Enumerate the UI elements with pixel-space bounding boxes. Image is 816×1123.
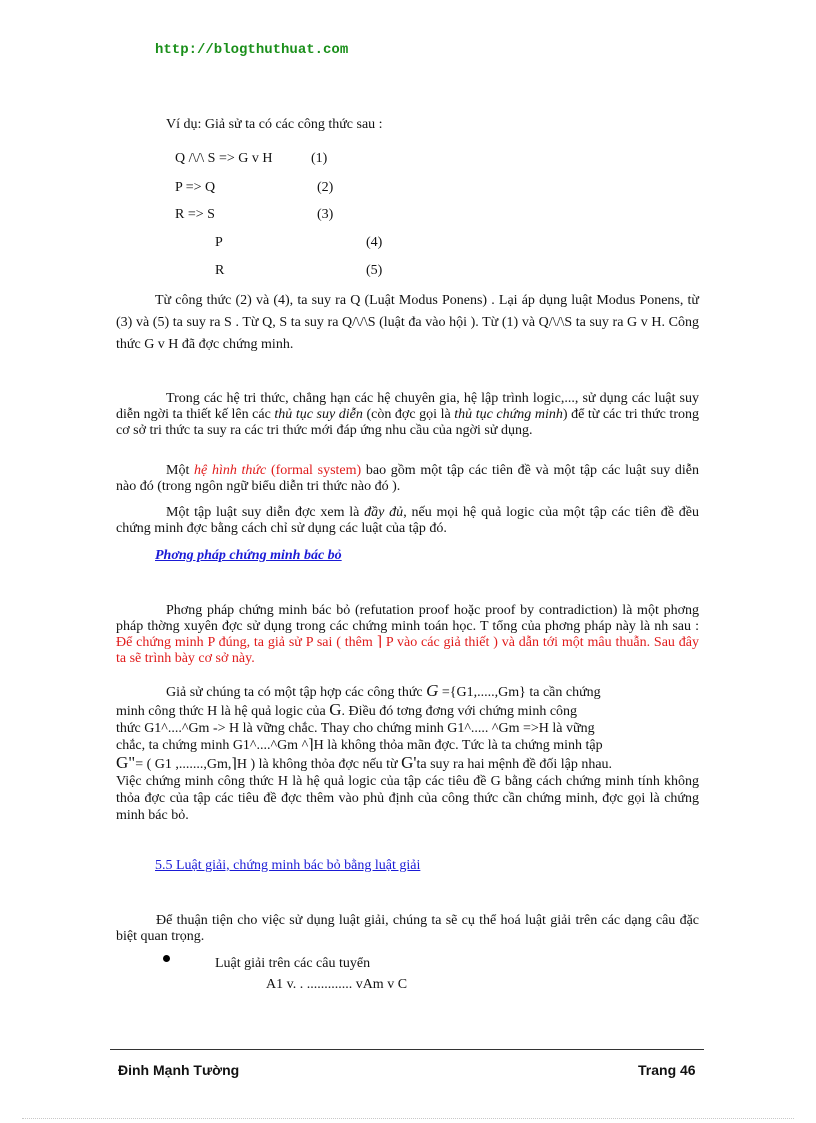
paragraph-completeness: Một tập luật suy diễn đợc xem là đầy đủ, nếu mọi hệ quả logic của một tập các tiên đề đều chứng minh đợc bằng cách chỉ sử dụng các luật của tập đó.	[116, 505, 700, 536]
heading-section-5-5[interactable]: 5.5 Luật giải, chứng minh bác bỏ bằng luật giải	[155, 858, 421, 873]
heading-refutation[interactable]: Phơng pháp chứng minh bác bỏ	[155, 548, 342, 563]
formula-3: R => S	[175, 207, 215, 222]
paragraph-refutation-intro: Phơng pháp chứng minh bác bỏ (refutation proof hoặc proof by contradiction) là một phơng pháp thờng xuyên đợc sử dụng trong các chứng minh toán học. T tổng của phơng pháp này là nh sau : Để chứng minh P đúng, ta giả sử P sai ( thêm ⌉ P vào các giả thiết ) và dẫn tới một mâu thuẫn. Sau đây ta sẽ trình bày cơ sở này.	[116, 603, 699, 666]
page-bottom-border	[22, 1118, 794, 1119]
paragraph-inference: Trong các hệ tri thức, chẳng hạn các hệ chuyên gia, hệ lập trình logic,..., sử dụng các luật suy diễn ngời ta thiết kế lên các thủ tục suy diễn (còn đợc gọi là thủ tục chứng minh) để từ các tri thức trong cơ sở tri thức ta suy ra các tri thức mới đáp ứng nhu cầu của ngời sử dụng.	[116, 391, 699, 438]
formula-2-num: (2)	[317, 180, 334, 195]
derivation-paragraph: Từ công thức (2) và (4), ta suy ra Q (Luật Modus Ponens) . Lại áp dụng luật Modus Ponens, từ (3) và (5) ta suy ra S . Từ Q, S ta suy ra Q/\/\S (luật đa vào hội ). Từ (1) và Q/\/\S ta suy ra G v H. Công thức G v H đã đợc chứng minh.	[116, 293, 699, 352]
clause-formula: A1 v. . ............. vAm v C	[266, 977, 408, 992]
formula-expr: Q /\/\ S => G v H	[175, 151, 273, 166]
formula-2: P => Q	[175, 180, 216, 195]
formula-5: R	[215, 263, 225, 278]
formula-3-num: (3)	[317, 207, 334, 222]
bullet-icon	[163, 955, 170, 962]
paragraph-resolution: Để thuận tiện cho việc sử dụng luật giải, chúng ta sẽ cụ thể hoá luật giải trên các dạng câu đặc biệt quan trọng.	[116, 913, 699, 944]
paragraph-formal-system: Một hệ hình thức (formal system) bao gồm một tập các tiên đề và một tập các luật suy diễn nào đó (trong ngôn ngữ biểu diễn tri thức nào đó ).	[116, 463, 699, 494]
footer-divider	[110, 1049, 704, 1050]
formula-4: P	[215, 235, 223, 250]
formula-1	[175, 151, 272, 167]
footer-author: Đinh Mạnh Tường	[118, 1062, 240, 1078]
formula-1-num: (1)	[311, 151, 328, 166]
bullet-label: Luật giải trên các câu tuyển	[215, 956, 371, 971]
gamma-symbol: G	[426, 681, 439, 700]
example-intro: Ví dụ: Giả sử ta có các công thức sau :	[166, 117, 383, 132]
header-url[interactable]: http://blogthuthuat.com	[155, 42, 349, 58]
formula-4-num: (4)	[366, 235, 383, 250]
formula-5-num: (5)	[366, 263, 383, 278]
footer-page-number: Trang 46	[638, 1062, 696, 1078]
paragraph-proof-setup: Giả sử chúng ta có một tập hợp các công thức G ={G1,.....,Gm} ta cần chứng minh công thức H là hệ quả logic của G. Điều đó tơng đơng với chứng minh công thức G1^....^Gm -> H là vững chắc. Thay cho chứng minh G1^..... ^Gm =>H là vững chắc, ta chứng minh G1^....^Gm ^⌉H là không thỏa mãn đợc. Tức là ta chứng minh tập G"= ( G1 ,.......,Gm,⌉H ) là không thỏa đợc nếu từ G'ta suy ra hai mệnh đề đối lập nhau. Việc chứng minh công thức H là hệ quả logic của tập các tiêu đề G bằng cách chứng minh tính không thỏa đợc của tập các tiêu đề đợc thêm vào phủ định của công thức cần chứng minh, đợc gọi là chứng minh bác bỏ.	[116, 681, 699, 823]
